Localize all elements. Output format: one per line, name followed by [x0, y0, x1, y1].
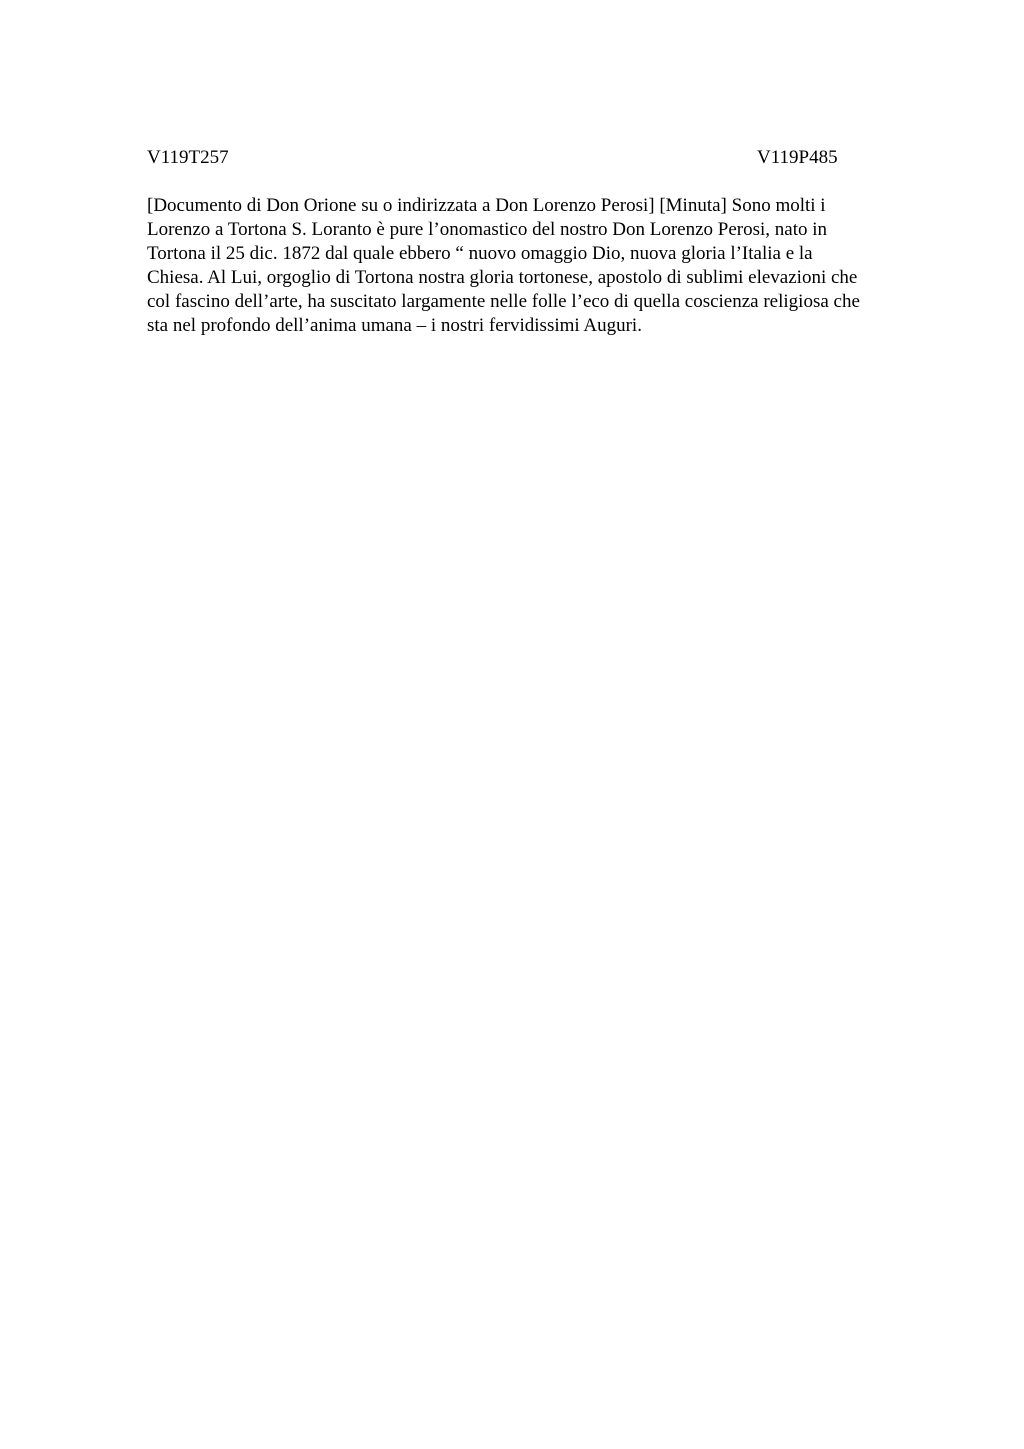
body-line: Tortona il 25 dic. 1872 dal quale ebbero “ nuovo omaggio Dio, nuova gloria l’Italia e la: [147, 243, 813, 264]
body-line: [Documento di Don Orione su o indirizzata a Don Lorenzo Perosi] [Minuta] Sono molti i: [147, 195, 826, 216]
document-code-right: V119P485: [757, 147, 838, 168]
document-code-left: V119T257: [147, 147, 229, 168]
body-line: Chiesa. Al Lui, orgoglio di Tortona nostra gloria tortonese, apostolo di sublimi elevazioni che: [147, 267, 858, 288]
document-body: [147, 194, 937, 338]
body-line: Lorenzo a Tortona S. Loranto è pure l’onomastico del nostro Don Lorenzo Perosi, nato in: [147, 219, 828, 240]
body-line: sta nel profondo dell’anima umana – i nostri fervidissimi Auguri.: [147, 315, 642, 336]
body-line: col fascino dell’arte, ha suscitato largamente nelle folle l’eco di quella coscienza religiosa che: [147, 291, 860, 312]
